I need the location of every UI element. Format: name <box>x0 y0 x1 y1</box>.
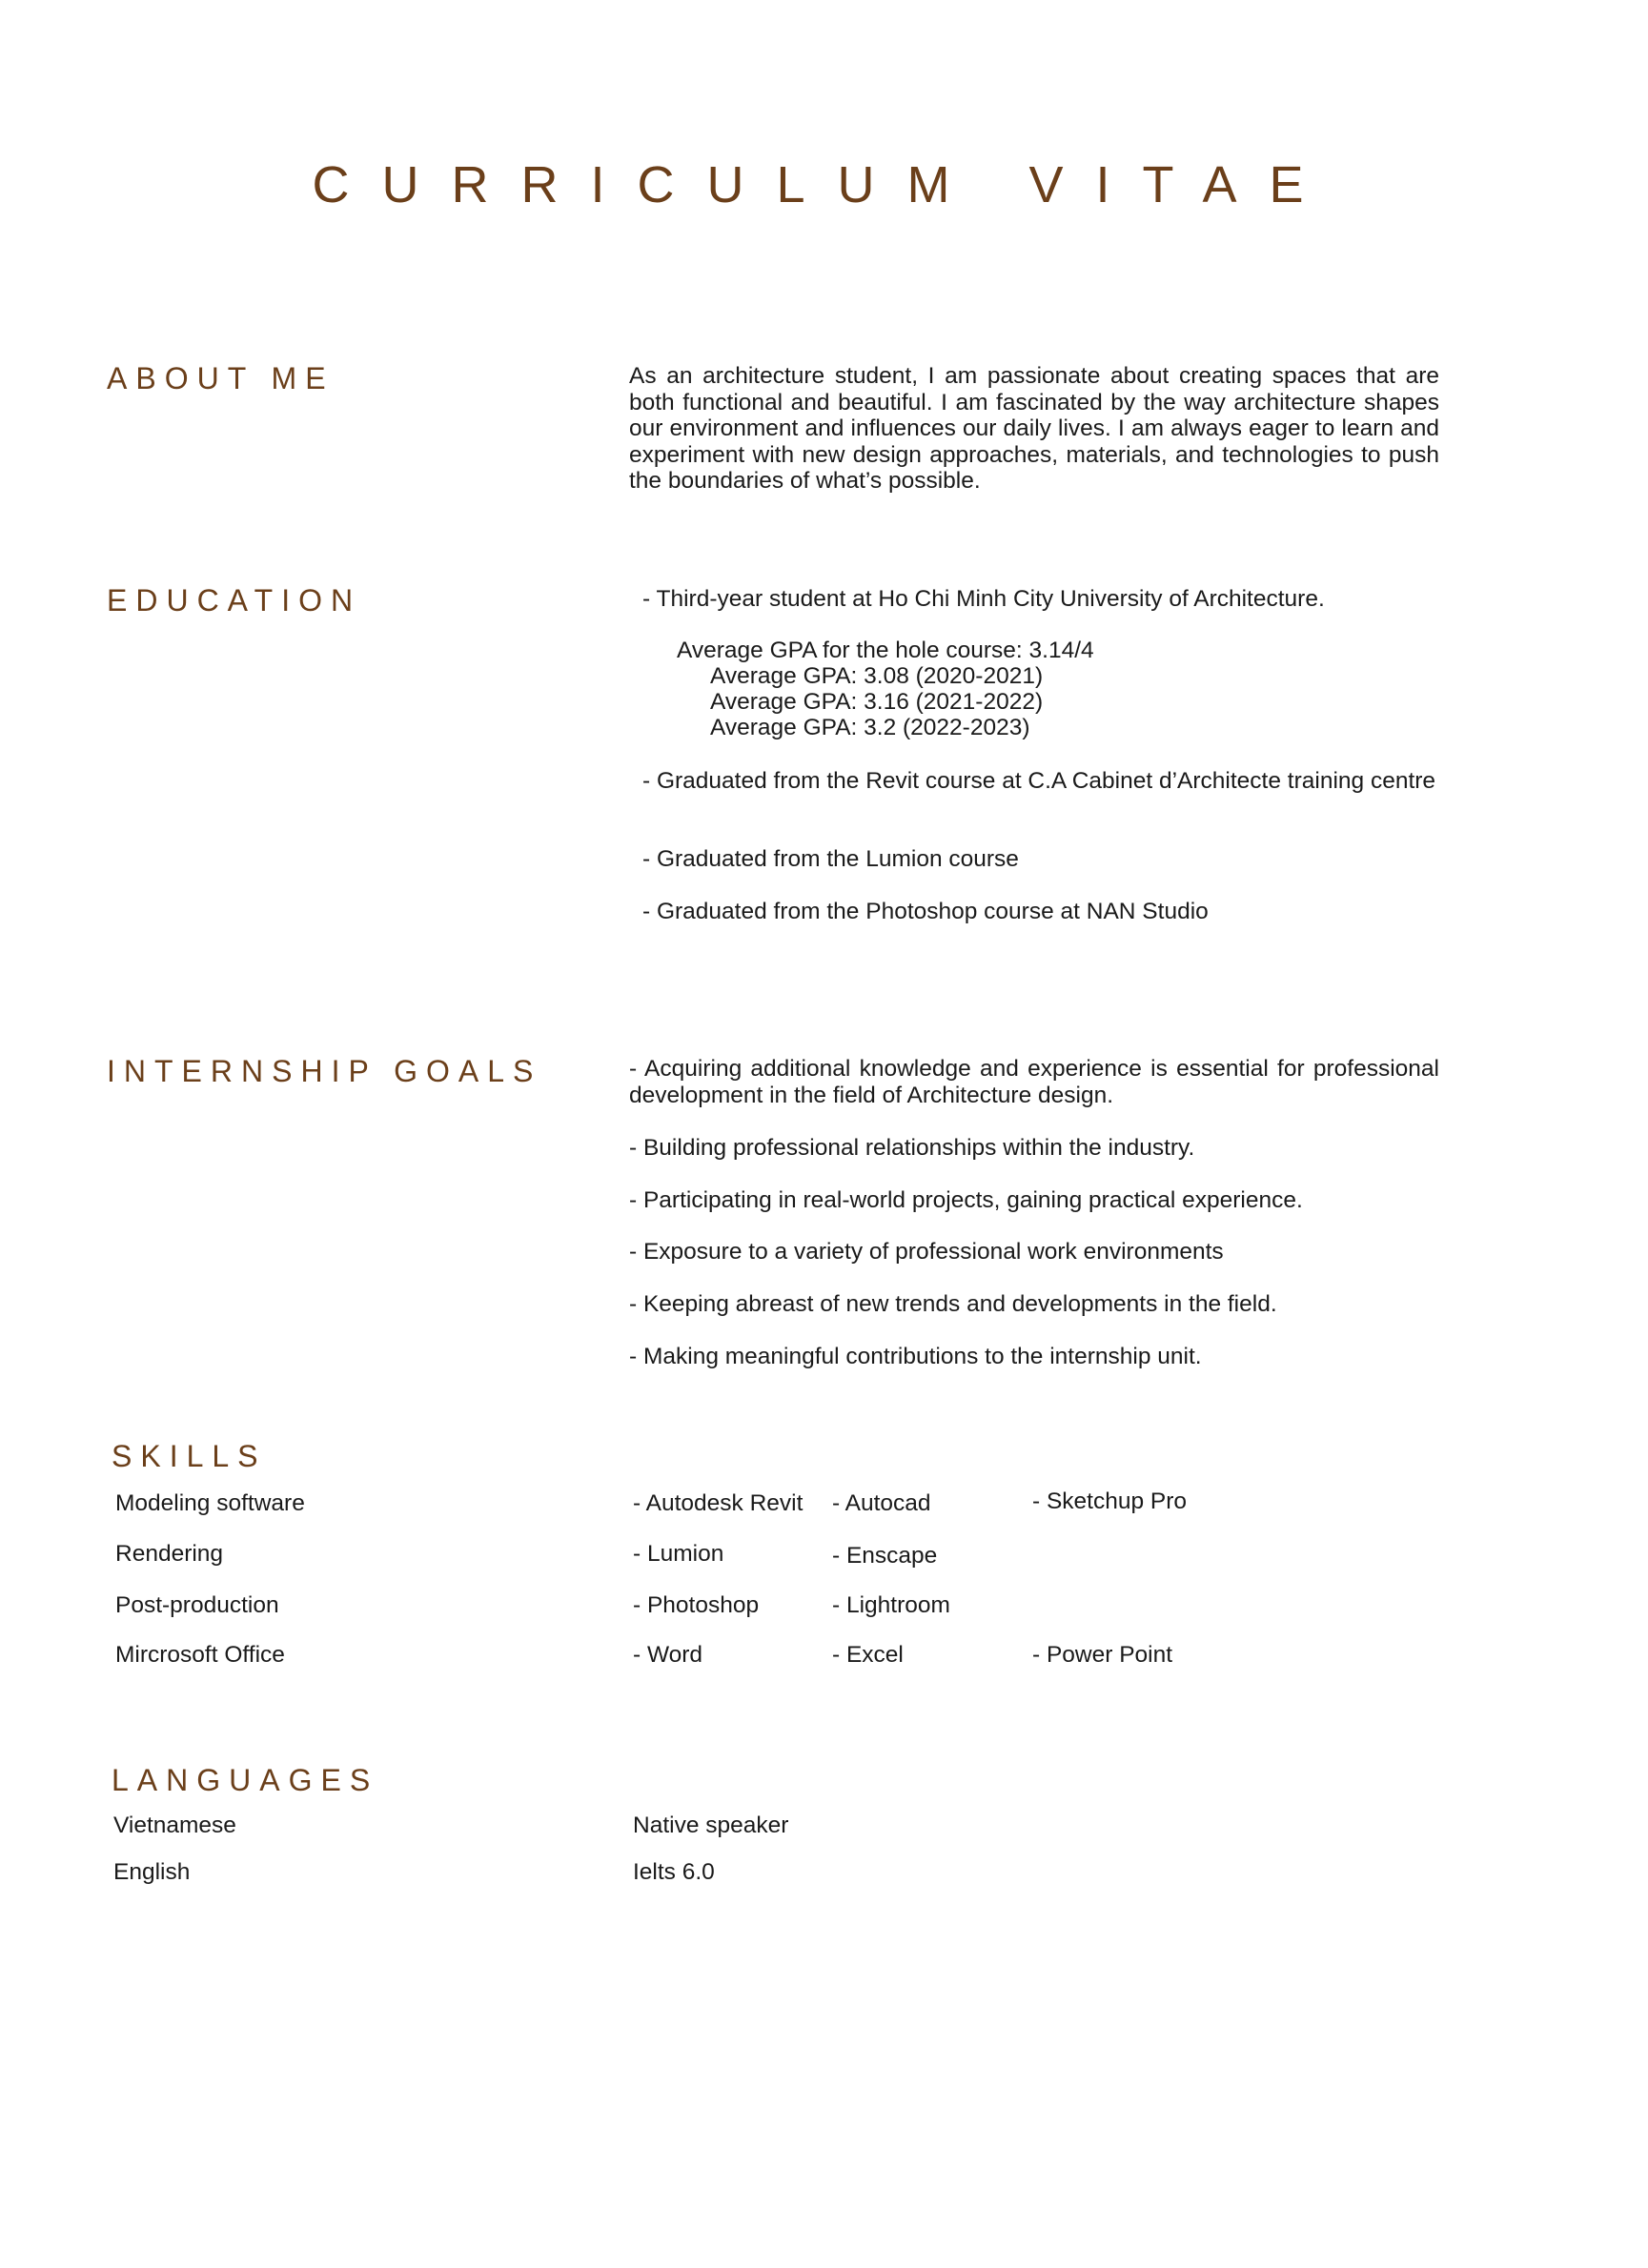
internship-goal: - Acquiring additional knowledge and experience is essential for professional development in the field of Architecture design. <box>629 1056 1439 1108</box>
about-text: As an architecture student, I am passionate about creating spaces that are both functional and beautiful. I am fascinated by the way architecture shapes our environment and influences our daily lives. I am always eager to learn and experiment with new design approaches, materials, and technologies to push the boundaries of what’s possible. <box>629 363 1439 494</box>
language-name: English <box>113 1859 191 1885</box>
internship-goal: - Making meaningful contributions to the internship unit. <box>629 1344 1202 1369</box>
skill-item: - Autocad <box>832 1490 931 1516</box>
education-course: - Graduated from the Lumion course <box>642 846 1019 872</box>
language-name: Vietnamese <box>113 1812 236 1838</box>
skill-category: Rendering <box>115 1541 224 1567</box>
internship-goal: - Exposure to a variety of professional work environments <box>629 1239 1224 1265</box>
skills-heading: SKILLS <box>112 1439 267 1473</box>
language-level: Ielts 6.0 <box>633 1859 715 1885</box>
skill-item: - Autodesk Revit <box>633 1490 804 1516</box>
education-gpa-year: Average GPA: 3.16 (2021-2022) <box>710 689 1044 715</box>
skill-item: - Power Point <box>1032 1642 1173 1668</box>
about-heading: ABOUT ME <box>107 361 335 395</box>
page-title: CURRICULUM VITAE <box>312 156 1336 213</box>
skill-category: Post-production <box>115 1592 279 1618</box>
skill-item: - Word <box>633 1642 703 1668</box>
education-student: - Third-year student at Ho Chi Minh City University of Architecture. <box>642 586 1325 612</box>
skill-item: - Lumion <box>633 1541 724 1567</box>
skill-item: - Photoshop <box>633 1592 760 1618</box>
skill-category: Mircrosoft Office <box>115 1642 285 1668</box>
skill-item: - Lightroom <box>832 1592 950 1618</box>
skill-item: - Enscape <box>832 1543 938 1569</box>
education-course: - Graduated from the Photoshop course at NAN Studio <box>642 899 1209 924</box>
languages-heading: LANGUAGES <box>112 1763 379 1797</box>
internship-goal: - Keeping abreast of new trends and developments in the field. <box>629 1291 1277 1317</box>
skill-category: Modeling software <box>115 1490 305 1516</box>
education-heading: EDUCATION <box>107 583 362 618</box>
language-level: Native speaker <box>633 1812 789 1838</box>
education-gpa-total: Average GPA for the hole course: 3.14/4 <box>677 638 1094 663</box>
education-gpa-year: Average GPA: 3.2 (2022-2023) <box>710 715 1030 740</box>
skill-item: - Excel <box>832 1642 904 1668</box>
education-course: - Graduated from the Revit course at C.A Cabinet d’Architecte training centre <box>642 768 1436 794</box>
internship-heading: INTERNSHIP GOALS <box>107 1054 542 1088</box>
skill-item: - Sketchup Pro <box>1032 1488 1188 1514</box>
education-gpa-year: Average GPA: 3.08 (2020-2021) <box>710 663 1044 689</box>
internship-goal: - Building professional relationships within the industry. <box>629 1135 1195 1161</box>
internship-goal: - Participating in real-world projects, gaining practical experience. <box>629 1187 1303 1213</box>
